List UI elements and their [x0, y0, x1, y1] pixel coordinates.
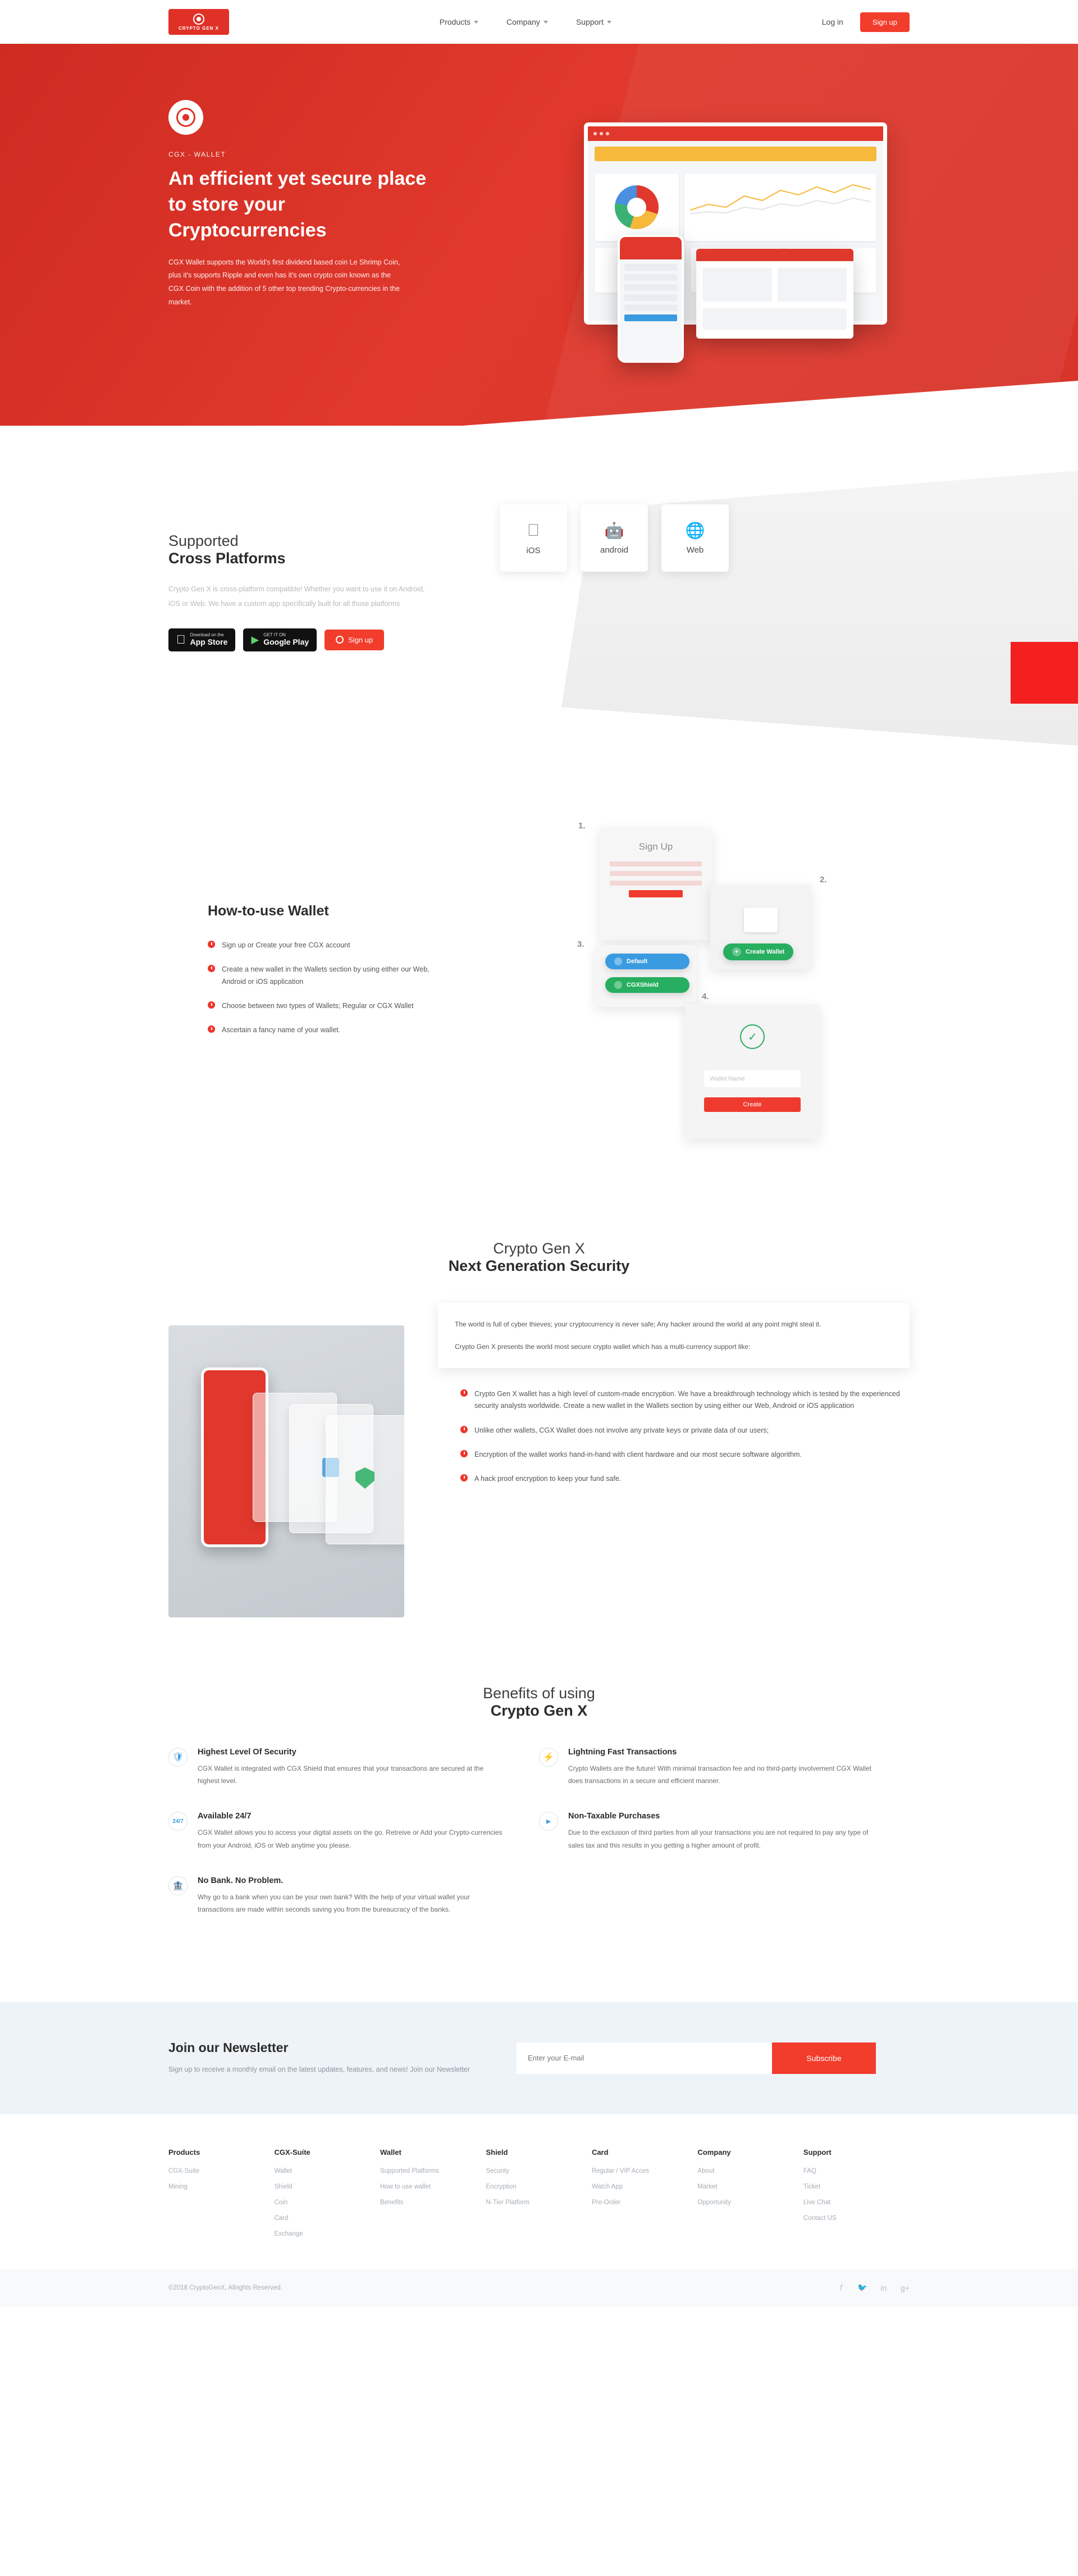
security-points — [421, 1388, 910, 1485]
dashboard-panel-mockup — [696, 249, 853, 339]
default-wallet-label: Default — [627, 958, 648, 965]
signup-card — [600, 828, 712, 940]
social-links — [837, 2283, 910, 2292]
step-3-number: 3. — [577, 940, 584, 949]
security-point — [460, 1388, 910, 1412]
footer-heading: Support — [803, 2148, 832, 2156]
security-point — [460, 1449, 910, 1461]
chevron-down-icon — [543, 21, 548, 24]
benefits-title-light: Benefits of using — [483, 1685, 595, 1702]
create-button[interactable]: Create — [704, 1097, 801, 1112]
hero-section — [0, 44, 1078, 426]
nav-actions — [822, 12, 910, 32]
benefit-item-tax — [539, 1812, 910, 1851]
nav-item-products[interactable] — [440, 17, 478, 26]
footer-link[interactable]: Ticket — [803, 2183, 821, 2190]
bullet-icon — [460, 1450, 468, 1457]
security-note-paragraph: Crypto Gen X presents the world most secure crypto wallet which has a multi-currency support like: — [455, 1343, 751, 1351]
wallet-icon — [744, 908, 778, 932]
benefit-description: Crypto Wallets are the future! With minimal transaction fee and no third-party involvement CGX Wallet does transactions in a secure and efficient manner. — [568, 1765, 871, 1785]
login-link[interactable]: Log in — [821, 17, 843, 26]
googleplay-button[interactable] — [243, 628, 317, 652]
appstore-sub: Download on the — [181, 632, 215, 637]
platform-card-label: iOS — [526, 536, 541, 546]
cgxshield-wallet-label: CGXShield — [627, 982, 659, 988]
footer-link[interactable]: Supported Platforms — [380, 2167, 439, 2174]
footer-bottom — [0, 2269, 1078, 2307]
copyright-text: ©2018 CryptoGenX, Allrights Reserved. — [168, 2284, 282, 2291]
footer-link[interactable]: Benefits — [380, 2199, 404, 2206]
howto-step-text: Choose between two types of Wallets; Regular or CGX Wallet — [222, 1001, 414, 1010]
line-chart — [690, 179, 871, 218]
benefit-description: Due to the exclusion of third parties from all your transactions you are not required to pay any type of sales tax and this results in you getting a higher amount of profit. — [568, 1829, 869, 1849]
platform-card-ios[interactable] — [500, 504, 567, 572]
footer-link[interactable]: Pre-Order — [591, 2199, 621, 2206]
signup-card-title: Sign Up — [638, 841, 673, 852]
benefit-description: CGX Wallet allows you to access your digital assets on the go. Retreive or Add your Crypto-currencies from your Android, iOS or Web anytime you please. — [198, 1829, 503, 1849]
footer-link[interactable]: Regular / VIP Acces — [591, 2167, 649, 2174]
hero-title: An efficient yet secure place to store your Cryptocurrencies — [168, 168, 427, 241]
apple-icon — [527, 521, 540, 540]
footer-link[interactable]: FAQ — [803, 2167, 816, 2174]
wallet-icon — [614, 958, 622, 965]
benefit-description: Why go to a bank when you can be your own bank? With the help of your virtual wallet your transactions are made within seconds saving you from the bureaucracy of the banks. — [198, 1893, 470, 1913]
footer-heading: Shield — [486, 2148, 508, 2156]
benefit-title: Lightning Fast Transactions — [568, 1748, 677, 1757]
benefit-title: Highest Level Of Security — [198, 1748, 296, 1757]
nav-item-label: Support — [575, 17, 604, 26]
footer-link[interactable]: Encryption — [486, 2183, 517, 2190]
howto-step — [208, 964, 444, 988]
footer-link[interactable]: Coin — [274, 2199, 288, 2206]
footer-column-shield — [486, 2148, 591, 2246]
nav-menu — [229, 17, 822, 26]
footer-column-cgx-suite — [274, 2148, 380, 2246]
signup-card-button[interactable] — [629, 890, 683, 897]
footer-heading: Products — [168, 2148, 200, 2156]
footer-link[interactable]: Live Chat — [803, 2199, 831, 2206]
step-1-number: 1. — [578, 821, 586, 831]
security-point-text: A hack proof encryption to keep your fund safe. — [474, 1475, 622, 1483]
encryption-layer — [326, 1415, 404, 1544]
top-navigation — [0, 0, 1078, 44]
lightning-icon: ⚡ — [539, 1748, 558, 1767]
security-point-text: Encryption of the wallet works hand-in-hand with client hardware and our most secure software algorithm. — [474, 1450, 802, 1458]
check-circle-icon: ✓ — [740, 1024, 765, 1049]
bullet-icon — [208, 965, 215, 972]
nav-item-company[interactable] — [506, 17, 548, 26]
bullet-icon — [460, 1389, 468, 1397]
bullet-icon — [208, 1001, 215, 1009]
platforms-title-light: Supported — [168, 532, 239, 549]
footer-column-products — [168, 2148, 274, 2246]
apple-icon — [176, 633, 186, 646]
facebook-icon[interactable]: 𝑓 — [839, 2283, 843, 2292]
footer — [0, 2114, 1078, 2269]
phone-mockup — [618, 235, 684, 363]
benefit-item-availability — [168, 1812, 539, 1851]
benefit-item-transactions — [539, 1748, 910, 1787]
benefit-title: Available 24/7 — [198, 1812, 252, 1821]
benefits-section — [0, 1662, 1078, 2002]
platforms-signup-button[interactable] — [325, 630, 384, 650]
create-wallet-button[interactable] — [723, 943, 793, 960]
footer-link[interactable]: N-Tier Platform — [486, 2199, 529, 2206]
benefit-item-bank — [168, 1876, 539, 1916]
footer-heading: Wallet — [380, 2148, 401, 2156]
user-icon — [336, 636, 344, 644]
benefits-title-bold: Crypto Gen X — [490, 1702, 588, 1719]
hero-eyebrow: CGX - WALLET — [168, 151, 226, 158]
android-icon: 🤖 — [604, 522, 624, 539]
globe-icon: 🌐 — [685, 522, 705, 539]
footer-column-card — [592, 2148, 697, 2246]
footer-column-support — [803, 2148, 909, 2246]
name-wallet-card — [685, 1004, 820, 1139]
benefit-item-security — [168, 1748, 539, 1787]
footer-link[interactable]: Contact US — [803, 2214, 837, 2222]
howto-step — [208, 1024, 444, 1036]
security-title-bold: Next Generation Security — [448, 1257, 630, 1274]
footer-heading: Card — [591, 2148, 609, 2156]
nav-item-label: Company — [506, 17, 540, 26]
linkedin-icon[interactable]: in — [880, 2283, 887, 2292]
platforms-section — [0, 426, 1078, 796]
bullet-icon — [208, 1025, 215, 1033]
footer-heading: CGX-Suite — [274, 2148, 310, 2156]
platform-card-label: android — [600, 545, 629, 555]
security-point — [460, 1425, 910, 1437]
twitter-icon[interactable]: 🐦 — [857, 2283, 867, 2292]
googleplay-sub: GET IT ON — [254, 632, 277, 637]
footer-link[interactable]: Security — [486, 2167, 509, 2174]
howto-title: How-to-use Wallet — [208, 903, 329, 919]
howto-step-text: Ascertain a fancy name of your wallet. — [222, 1026, 341, 1034]
googleplus-icon[interactable]: g+ — [901, 2283, 910, 2292]
chevron-down-icon — [607, 21, 611, 24]
footer-link[interactable]: Exchange — [274, 2230, 303, 2237]
logo-icon — [193, 13, 204, 25]
shield-check-icon: 🛡 — [168, 1748, 188, 1767]
footer-heading: Company — [697, 2148, 731, 2156]
newsletter-form — [517, 2042, 876, 2074]
footer-link[interactable]: Wallet — [274, 2167, 293, 2174]
security-point — [460, 1473, 910, 1485]
benefit-description: CGX Wallet is integrated with CGX Shield that ensures that your transactions are secured at the highest level. — [198, 1765, 484, 1785]
signup-button[interactable]: Sign up — [860, 12, 910, 32]
google-play-icon: ▶ — [241, 634, 250, 646]
platform-card-list — [500, 504, 729, 651]
footer-link[interactable]: Shield — [274, 2183, 293, 2190]
platform-card-label: Web — [686, 545, 704, 555]
chevron-down-icon — [474, 21, 478, 24]
howto-illustration — [573, 813, 876, 1178]
benefit-title: No Bank. No Problem. — [198, 1876, 284, 1885]
logo-text: CRYPTO GEN X — [178, 25, 219, 31]
nav-item-label: Products — [439, 17, 471, 26]
bullet-icon — [460, 1474, 468, 1481]
platforms-signup-label: Sign up — [339, 635, 364, 644]
step-2-number: 2. — [820, 875, 827, 884]
footer-link[interactable]: Opportunity — [697, 2199, 731, 2206]
footer-link[interactable]: How to use wallet — [380, 2183, 431, 2190]
security-note-paragraph: The world is full of cyber thieves; your cryptocurrency is never safe; Any hacker around the world at any point might steal it. — [455, 1320, 821, 1328]
howto-step-text: Sign up or Create your free CGX account — [222, 941, 350, 949]
shield-icon — [614, 981, 622, 989]
bullet-icon — [208, 941, 215, 948]
bank-icon: 🏦 — [168, 1876, 188, 1895]
create-wallet-label: Create Wallet — [746, 949, 785, 955]
appstore-button[interactable] — [168, 628, 235, 652]
security-section — [0, 1206, 1078, 1662]
platform-card-android[interactable] — [581, 504, 648, 572]
security-illustration — [168, 1325, 404, 1617]
platform-card-web[interactable] — [661, 504, 729, 572]
default-wallet-pill[interactable] — [605, 954, 689, 969]
platforms-title-bold: Cross Platforms — [168, 550, 286, 567]
plus-icon: + — [732, 947, 741, 956]
footer-link[interactable]: About — [697, 2167, 715, 2174]
wallet-logo-icon — [176, 108, 195, 127]
subscribe-button[interactable]: Subscribe — [772, 2042, 876, 2074]
hero-illustration — [567, 106, 949, 370]
footer-link[interactable]: Card — [274, 2214, 289, 2222]
security-point-text: Unlike other wallets, CGX Wallet does not involve any private keys or private data of our users; — [474, 1426, 769, 1434]
security-title-light: Crypto Gen X — [493, 1240, 585, 1257]
footer-link[interactable]: CGX-Suite — [168, 2167, 199, 2174]
howto-step — [208, 1000, 444, 1012]
logo[interactable] — [168, 9, 229, 35]
appstore-label: App Store — [181, 637, 218, 647]
clock-24-7-icon: 24/7 — [168, 1812, 188, 1831]
tax-free-icon: ▸ — [539, 1812, 558, 1831]
footer-link[interactable]: Market — [697, 2183, 718, 2190]
footer-column-wallet — [380, 2148, 486, 2246]
security-point-text: Crypto Gen X wallet has a high level of custom-made encryption. We have a breakthrough technology which is tested by the experienced security analysts worldwide. Create a new wallet in the Wallets section by using either our Web, Android or iOS application — [474, 1390, 900, 1410]
cgxshield-wallet-pill[interactable] — [605, 977, 689, 993]
googleplay-label: Google Play — [254, 637, 300, 647]
platforms-description: Crypto Gen X is cross-platform compatible! Whether you want to use it on Android, iOS or Web. We have a custom app specifically built for all those platforms — [168, 585, 425, 608]
donut-chart — [615, 185, 659, 229]
benefit-title: Non-Taxable Purchases — [568, 1812, 660, 1821]
howto-section — [0, 796, 1078, 1206]
step-4-number: 4. — [702, 992, 709, 1001]
newsletter-subtitle: Sign up to receive a monthly email on the latest updates, features, and news! Join our Newsletter — [168, 2066, 471, 2074]
hero-badge — [168, 100, 203, 135]
footer-link[interactable]: Mining — [168, 2183, 188, 2190]
newsletter-section — [0, 2002, 1078, 2114]
howto-step-text: Create a new wallet in the Wallets section by using either our Web, Android or iOS application — [222, 965, 430, 986]
newsletter-title: Join our Newsletter — [168, 2040, 289, 2055]
wallet-name-input[interactable]: Wallet Name — [704, 1070, 801, 1087]
mockup-titlebar — [588, 126, 883, 141]
newsletter-email-input[interactable] — [517, 2042, 772, 2074]
security-note — [438, 1303, 910, 1368]
nav-item-support[interactable] — [576, 17, 611, 26]
footer-link[interactable]: Watch App — [591, 2183, 623, 2190]
bullet-icon — [460, 1426, 468, 1433]
hero-description: CGX Wallet supports the World's first dividend based coin Le Shrimp Coin, plus it's supports Ripple and even has it's own crypto coin known as the CGX Coin with the addition of 5 other top trending Crypto-currencies in the market. — [168, 258, 400, 306]
howto-step — [208, 940, 444, 951]
footer-column-company — [697, 2148, 803, 2246]
